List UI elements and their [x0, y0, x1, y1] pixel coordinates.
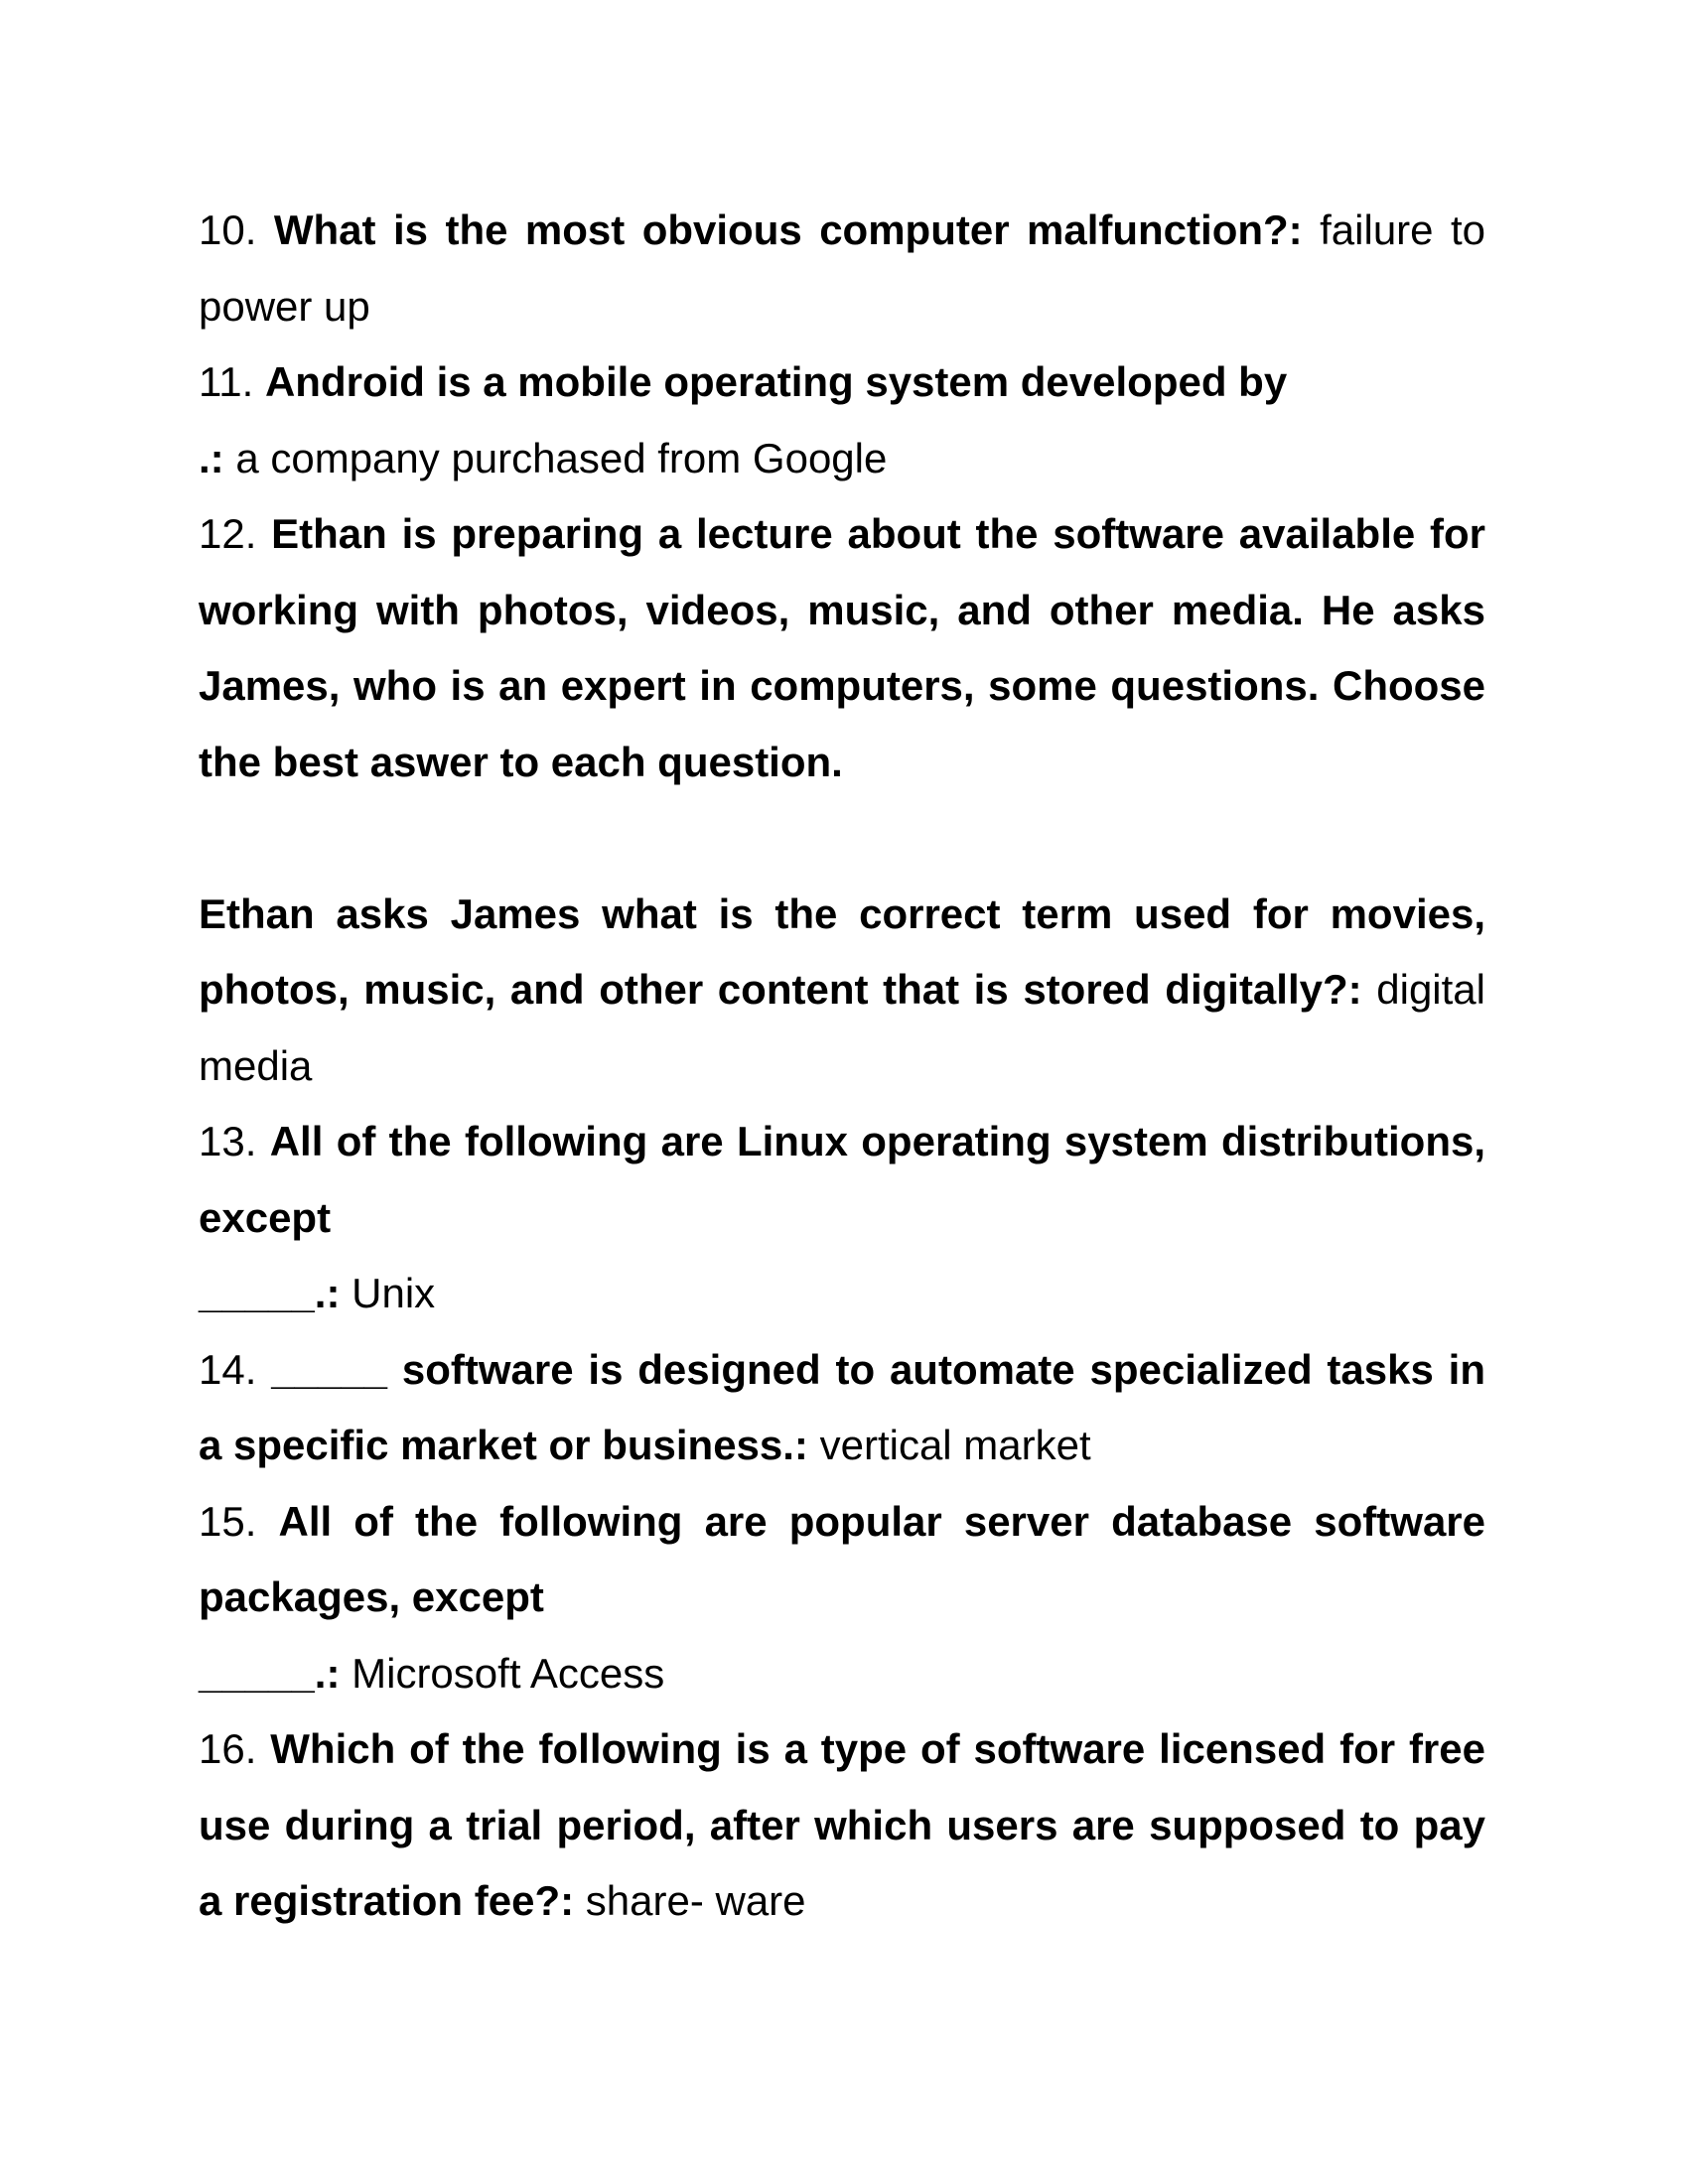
- question-number: 10.: [199, 206, 257, 253]
- answer-text: digital media: [199, 966, 1485, 1089]
- question-11: [199, 344, 1485, 496]
- question-number: 13.: [199, 1118, 257, 1164]
- answer-text: vertical market: [819, 1422, 1091, 1468]
- answer-text: Unix: [352, 1270, 436, 1316]
- question-list: [199, 193, 1485, 1940]
- question-number: 11.: [199, 358, 254, 405]
- question-text: Which of the following is a type of software licensed for free use during a trial period, after which users are supposed to pay a registration fee?:: [199, 1725, 1485, 1924]
- question-text: All of the following are popular server database software packages, except: [199, 1497, 1485, 1620]
- question-number: 15.: [199, 1497, 257, 1545]
- question-number: 14.: [199, 1345, 257, 1393]
- subquestion-text: Ethan asks James what is the correct term used for movies, photos, music, and other content that is stored digitally?:: [199, 889, 1485, 1013]
- blank-line: [199, 800, 1485, 877]
- question-16: [199, 1711, 1485, 1940]
- question-text: Ethan is preparing a lecture about the software available for working with photos, videos, music, and other media. He asks James, who is an expert in computers, some questions. Choose the best aswer to each question.: [199, 510, 1485, 785]
- question-12: [199, 496, 1485, 800]
- question-10: [199, 193, 1485, 344]
- question-15: [199, 1484, 1485, 1712]
- answer-text: Microsoft Access: [352, 1649, 665, 1697]
- question-text: What is the most obvious computer malfunction?:: [273, 206, 1303, 253]
- question-number: 12.: [199, 510, 257, 557]
- answer-text: failure to power up: [199, 206, 1486, 330]
- question-text: _____ software is designed to automate specialized tasks in a specific market or business.:: [199, 1345, 1486, 1468]
- question-tail: _____.:: [199, 1270, 341, 1316]
- question-number: 16.: [199, 1725, 257, 1772]
- question-12-sub: [199, 877, 1485, 1105]
- question-text: Android is a mobile operating system developed by: [264, 358, 1288, 405]
- question-tail: _____.:: [199, 1649, 341, 1697]
- question-tail: .:: [199, 434, 224, 481]
- answer-text: a company purchased from Google: [235, 434, 888, 481]
- question-13: [199, 1104, 1485, 1332]
- question-text: All of the following are Linux operating system distributions, except: [199, 1118, 1486, 1241]
- question-14: [199, 1332, 1485, 1484]
- answer-text: share- ware: [585, 1877, 806, 1924]
